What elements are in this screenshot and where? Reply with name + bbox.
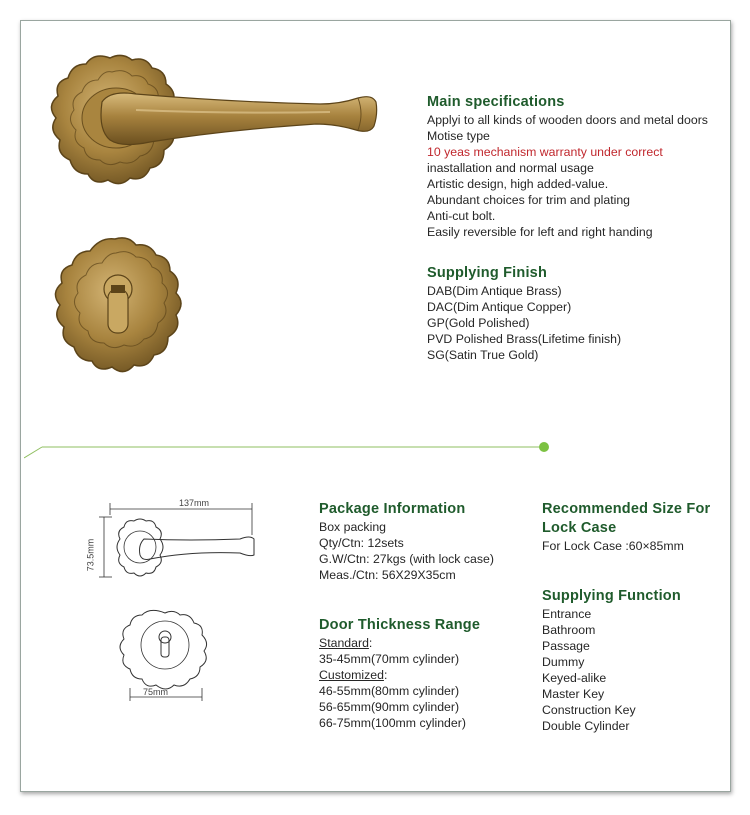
supplying-finish-list <box>427 283 621 363</box>
main-spec-line: Easily reversible for left and right handing <box>427 225 653 239</box>
door-thickness-list: Standard: 35-45mm(70mm cylinder) Customized: 46-55mm(80mm cylinder) 56-65mm(90mm cylinder) 66-75mm(100mm cylinder) <box>319 636 466 730</box>
divider-dot <box>539 442 549 452</box>
handle-drawing <box>99 503 254 577</box>
lever-handle-photo <box>40 50 390 200</box>
finish-item: SG(Satin True Gold) <box>427 348 539 362</box>
supplying-function-title: Supplying Function <box>542 588 681 604</box>
finish-item: PVD Polished Brass(Lifetime finish) <box>427 332 622 346</box>
recommended-size-title-line2: Lock Case <box>542 520 617 536</box>
function-item: Keyed-alike <box>542 671 607 685</box>
function-item: Double Cylinder <box>542 719 630 733</box>
finish-item: GP(Gold Polished) <box>427 316 530 330</box>
main-spec-line: Artistic design, high added-value. <box>427 177 609 191</box>
package-line: Meas./Ctn: 56X29X35cm <box>319 568 456 582</box>
function-item: Master Key <box>542 687 605 701</box>
supplying-finish-title: Supplying Finish <box>427 265 547 281</box>
standard-label: Standard <box>319 636 369 650</box>
package-line: Box packing <box>319 520 386 534</box>
main-specs-title: Main specifications <box>427 94 565 110</box>
door-thickness-title: Door Thickness Range <box>319 617 481 633</box>
main-spec-line: Abundant choices for trim and plating <box>427 193 631 207</box>
function-item: Entrance <box>542 607 592 621</box>
function-item: Bathroom <box>542 623 596 637</box>
package-list <box>319 519 494 583</box>
recommended-size-value: For Lock Case :60×85mm <box>542 539 684 553</box>
main-spec-line: Applyi to all kinds of wooden doors and metal doors <box>427 113 708 127</box>
cylinder-escutcheon-photo <box>42 235 192 385</box>
standard-value: 35-45mm(70mm cylinder) <box>319 652 460 666</box>
package-line: G.W/Ctn: 27kgs (with lock case) <box>319 552 494 566</box>
function-item: Construction Key <box>542 703 636 717</box>
package-title: Package Information <box>319 501 466 517</box>
recommended-size-title-line1: Recommended Size For <box>542 501 711 517</box>
main-specs-list <box>427 112 708 240</box>
main-spec-line: Anti-cut bolt. <box>427 209 496 223</box>
main-spec-line: Motise type <box>427 129 490 143</box>
customized-value: 66-75mm(100mm cylinder) <box>319 716 466 730</box>
width-dimension-label: 137mm <box>179 498 210 508</box>
rosette-dimension-label: 75mm <box>143 687 169 697</box>
handle-lever <box>101 93 377 145</box>
customized-label: Customized <box>319 668 384 682</box>
warranty-line: 10 yeas mechanism warranty under correct <box>427 145 663 159</box>
section-divider <box>24 438 554 460</box>
customized-value: 46-55mm(80mm cylinder) <box>319 684 460 698</box>
recommended-size-title <box>542 500 710 538</box>
function-item: Passage <box>542 639 590 653</box>
supplying-function-list <box>542 606 636 734</box>
cylinder-keyhole <box>104 275 132 333</box>
main-spec-line: inastallation and normal usage <box>427 161 594 175</box>
customized-value: 56-65mm(90mm cylinder) <box>319 700 460 714</box>
height-dimension-label: 73.5mm <box>85 538 96 572</box>
technical-drawing <box>90 495 280 705</box>
finish-item: DAC(Dim Antique Copper) <box>427 300 572 314</box>
function-item: Dummy <box>542 655 585 669</box>
package-line: Qty/Ctn: 12sets <box>319 536 404 550</box>
finish-item: DAB(Dim Antique Brass) <box>427 284 562 298</box>
